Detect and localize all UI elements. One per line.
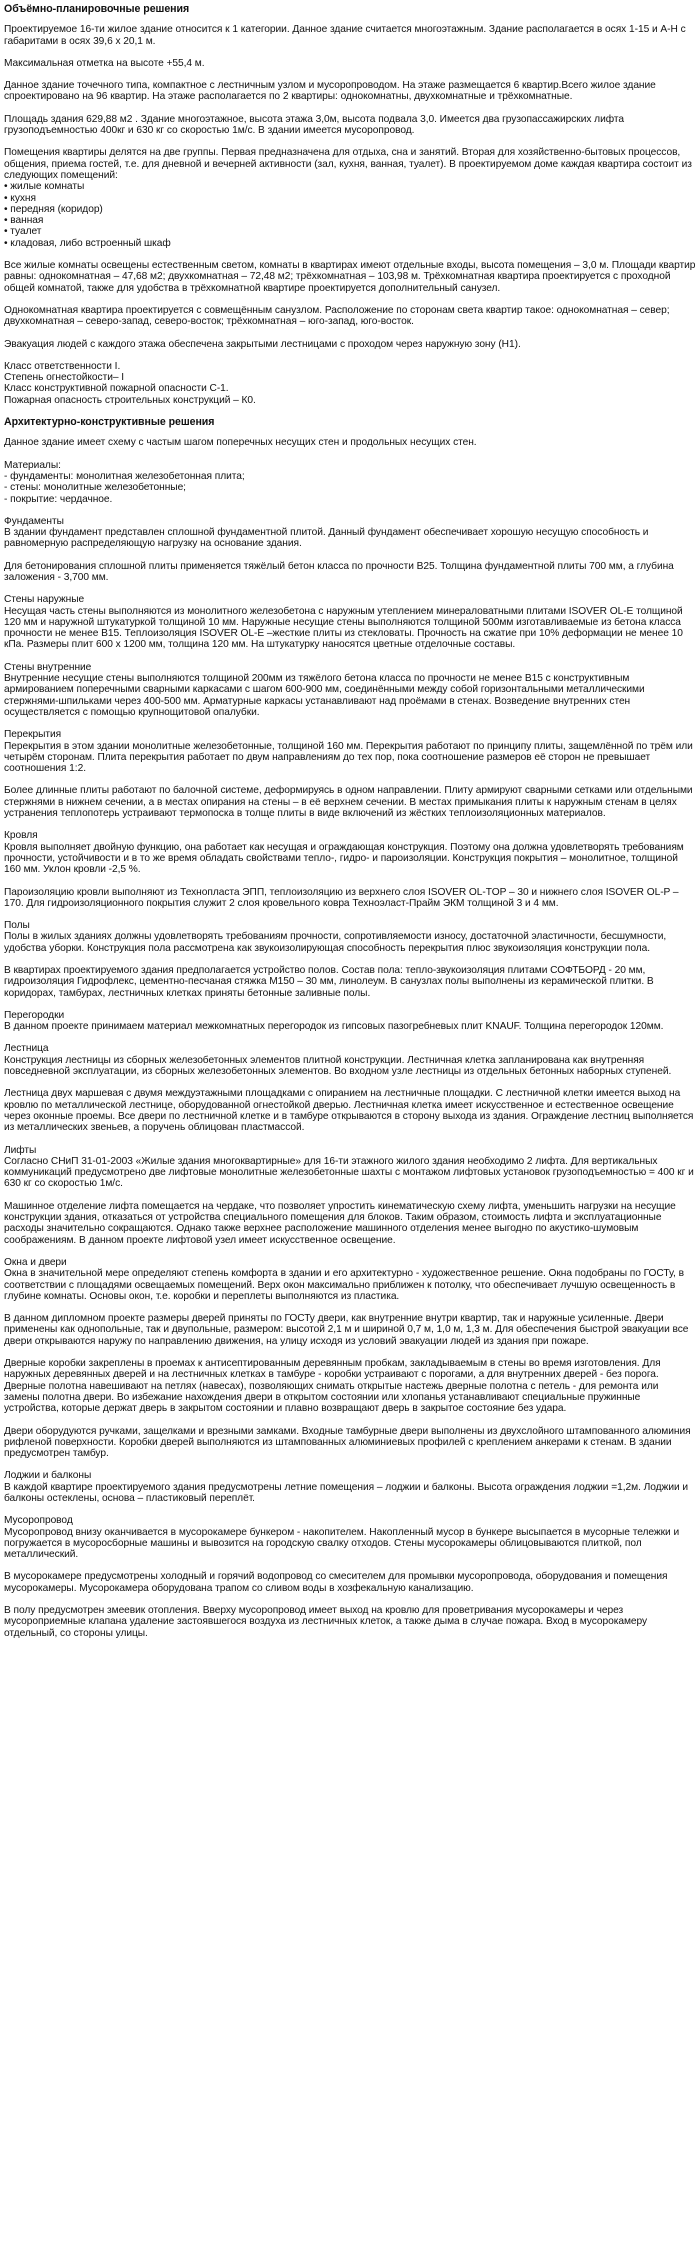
section-heading: Архитектурно-конструктивные решения [4,416,215,429]
paragraph: Максимальная отметка на высоте +55,4 м. [4,57,205,69]
paragraph: В мусорокамере предусмотрены холодный и горячий водопровод со смесителем для промывки мусоропровода, оборудования и помещения мусорокамеры. Мусорокамера оборудована трапом со сливом воды в хозфекальную канализацию. [4,1571,668,1594]
paragraph: В квартирах проектируемого здания предполагается устройство полов. Состав пола: тепло-звукоизоляция плитами СОФТБОРД - 20 мм, гидроизоляция Гидрофлекс, цементно-песчаная стяжка М150 – 30 мм, линолеум. В санузлах полы выполнены из керамической плитки. В коридорах, тамбурах, лестничных клетках приняты бетонные заливные полы. [4,965,654,999]
paragraph: Стены внутренние Внутренние несущие стены выполняются толщиной 200мм из тяжёлого бетона класса по прочности не менее B15 с конструктивным армированием поперечными сварными каркасами с шагом 600-900 мм, соединёнными между собой горизонтальными металлическими стержнями-шпильками через 400-500 мм. Арматурные каркасы устанавливают над проёмами в стенах. Возведение внутренних стен осуществляется с помощью крупнощитовой опалубки. [4,661,645,718]
paragraph: Перегородки В данном проекте принимаем материал межкомнатных перегородок из гипсовых пазогребневых плит KNAUF. Толщина перегородок 120мм. [4,1009,664,1033]
paragraph: Помещения квартиры делятся на две группы. Первая предназначена для отдыха, сна и занятий. Вторая для хозяйственно-бытовых процессов, общения, приема гостей, т.е. для дневной и вечерней активности (зал, кухня, ванная, туалет). В проектируемом доме каждая квартира состоит из следующих помещений: • жилые комнаты • кухня • передняя (коридор) • ванная • туалет • кладовая, либо встроенный шкаф [4,147,692,249]
paragraph: Лоджии и балконы В каждой квартире проектируемого здания предусмотрены летние помещения – лоджии и балконы. Высота ограждения лоджии =1,2м. Лоджии и балконы остеклены, основа – пластиковый переплёт. [4,1470,689,1504]
paragraph: Площадь здания 629,88 м2 . Здание многоэтажное, высота этажа 3,0м, высота подвала 3,0. Имеется два грузопассажирских лифта грузоподъемностью 400кг и 630 кг со скоростью 1м/с. В здании имеется мусоропровод. [4,113,624,137]
paragraph: Полы Полы в жилых зданиях должны удовлетворять требованиям прочности, сопротивляемости износу, достаточной эластичности, бесшумности, удобства уборки. Конструкция пола рассмотрена как звукоизолирующая способность перекрытия плюс звукоизоляция конструкции пола. [4,920,667,954]
paragraph: Двери оборудуются ручками, защелками и врезными замками. Входные тамбурные двери выполнены из двухслойного штампованного алюминия рифленой поверхности. Коробки дверей выполняются из штампованных алюминиевых профилей с креплением анкерами к стенам. В здании предусмотрен тамбур. [4,1425,691,1460]
paragraph: Лифты Согласно СНиП 31-01-2003 «Жилые здания многоквартирные» для 16-ти этажного жилого здания необходимо 2 лифта. Для вертикальных коммуникаций предусмотрено две лифтовые монолитные железобетонные шахты с монтажом лифтовых установок грузоподъемностью = 400 кг и 630 кг со скоростью 1м/с. [4,1144,694,1190]
paragraph: Данное здание имеет схему с частым шагом поперечных несущих стен и продольных несущих стен. [4,437,477,449]
paragraph: Машинное отделение лифта помещается на чердаке, что позволяет упростить кинематическую схему лифта, уменьшить нагрузки на несущие конструкции здания, отказаться от устройства специального помещения для блоков. Таким образом, стоимость лифта и эксплуатационные расходы значительно сокращаются. Однако также верхнее расположение машинного отделения менее выгодно по акустико-шумовым соображениям. В данном проекте лифтовой узел имеет искусственное освещение. [4,1200,676,1246]
paragraph: Пароизоляцию кровли выполняют из Технопласта ЭПП, теплоизоляцию из верхнего слоя ISOVER OL-TOP – 30 и нижнего слоя ISOVER OL-P – 170. Для гидроизоляционного покрытия служит 2 слоя кровельного ковра Техноэласт-Прайм ЭКМ толщиной 3 и 4 мм. [4,886,679,909]
paragraph: Для бетонирования сплошной плиты применяется тяжёлый бетон класса по прочности B25. Толщина фундаментной плиты 700 мм, а глубина заложения - 3,700 мм. [4,560,674,583]
paragraph: Кровля Кровля выполняет двойную функцию, она работает как несущая и ограждающая конструкция. Поэтому она должна удовлетворять требованиям прочности, устойчивости и в то же время обладать свойствами тепло-, гидро- и пароизоляции. Конструкция покрытия – монолитное, толщиной 160 мм. Уклон кровли -2,5 %. [4,830,684,876]
paragraph: Дверные коробки закреплены в проемах к антисептированным деревянным пробкам, закладываемым в стены во время изготовления. Для наружных деревянных дверей и на лестничных клетках в тамбуре - коробки устраивают с порогами, а для внутренних дверей - без порога. Дверные полотна навешивают на петлях (навесах), позволяющих снимать открытые настежь дверные полотна с петель - для ремонта или замены полотна двери. Во избежание нахождения двери в открытом состоянии или хлопанья устанавливают специальные пружинные устройства, которые держат дверь в закрытом состоянии и плавно возвращают дверь в закрытое состояние без удара. [4,1358,661,1415]
paragraph: Лестница двух маршевая с двумя междуэтажными площадками с опиранием на лестничные площадки. С лестничной клетки имеется выход на кровлю по металлической лестнице, оборудованной огнестойкой дверью. Лестничная клетка имеет искусственное и естественное освещение через оконные проемы. Все двери по лестничной клетке и в тамбуре открываются в сторону выхода из здания. Ограждение лестниц выполняется из металлических звеньев, а поручень облицован пластмассой. [4,1088,694,1134]
paragraph: Эвакуация людей с каждого этажа обеспечена закрытыми лестницами с проходом через наружную зону (Н1). [4,338,521,350]
paragraph: Лестница Конструкция лестницы из сборных железобетонных элементов плитной конструкции. Лестничная клетка запланирована как внутренняя повседневной эксплуатации, из сборных железобетонных элементов. Во входном узле лестницы из отдельных бетонных наборных ступеней. [4,1043,672,1078]
paragraph: Данное здание точечного типа, компактное с лестничным узлом и мусоропроводом. На этаже размещается 6 квартир.Всего жилое здание спроектировано на 96 квартир. На этаже располагается по 2 квартиры: однокомнатны, двухкомнатные и трёхкомнатные. [4,80,656,103]
paragraph: Стены наружные Несущая часть стены выполняются из монолитного железобетона с наружным утеплением минераловатными плитами ISOVER OL-E толщиной 120 мм и наружной штукатуркой толщиной 10 мм. Наружные несущие стены выполняются толщиной 500мм изготавливаемые из бетона класса прочности не менее B15. Теплоизоляция ISOVER OL-E –жесткие плиты из стекловаты. Прочность на сжатие при 10% деформации не менее 10 кПа. Размеры плит 600 х 1200 мм, толщина 120 мм. На штукатурку наносятся цветные отделочные составы. [4,594,683,651]
paragraph: Проектируемое 16-ти жилое здание относится к 1 категории. Данное здание считается многоэтажным. Здание располагается в осях 1-15 и А-Н с габаритами в осях 39,6 x 20,1 м. [4,24,686,47]
paragraph: Перекрытия Перекрытия в этом здании монолитные железобетонные, толщиной 160 мм. Перекрытия работают по принципу плиты, защемлённой по трём или четырём сторонам. Плита перекрытия работает по двум направлениям до тех пор, пока соотношение размеров её сторон не превышает соотношения 1:2. [4,729,693,775]
paragraph: Фундаменты В здании фундамент представлен сплошной фундаментной плитой. Данный фундамент обеспечивает хорошую несущую способность и равномерную распределяющую нагрузку на основание здания. [4,515,649,550]
paragraph: В данном дипломном проекте размеры дверей приняты по ГОСТу двери, как внутренние внутри квартир, так и наружные усиленные. Двери применены как однопольные, так и двупольные, размером: высотой 2,1 м и шириной 0,7 м, 1,0 м, 1,3 м. Для обеспечения быстрой эвакуации все двери открываются наружу по направлению движения, на улицу исходя из условий эвакуации людей из здания при пожаре. [4,1313,689,1347]
paragraph: Класс ответственности I. Степень огнестойкости– I Класс конструктивной пожарной опасности С-1. Пожарная опасность строительных конструкций – К0. [4,360,256,406]
section-heading: Объёмно-планировочные решения [4,3,190,15]
paragraph: Мусоропровод Мусоропровод внизу оканчивается в мусорокамере бункером - накопителем. Накопленный мусор в бункере высыпается в мусорные тележки и погружается в мусоросборные машины и вывозится на городскую свалку отходов. Стены мусорокамеры облицовываются плиткой, пол металлический. [4,1515,680,1561]
paragraph: В полу предусмотрен змеевик отопления. Вверху мусоропровод имеет выход на кровлю для проветривания мусорокамеры и через мусороприемные клапана удаление застоявшегося воздуха из лестничных клеток, а также дыма в случае пожара. Вход в мусорокамеру отдельный, со стороны улицы. [4,1605,648,1639]
paragraph: Однокомнатная квартира проектируется с совмещённым санузлом. Расположение по сторонам света квартир такое: однокомнатная – север; двухкомнатная – северо-запад, северо-восток; трёхкомнатная – юго-запад, юго-восток. [4,304,670,328]
paragraph: Окна и двери Окна в значительной мере определяют степень комфорта в здании и его архитектурно - художественное решение. Окна подобраны по ГОСТу, в соответствии с площадями освещаемых помещений. Верх окон максимально приближен к потолку, что обеспечивает лучшую освещенность в глубине комнаты. Основы окон, т.е. коробки и переплеты выполняются из пластика. [4,1256,684,1302]
paragraph: Материалы: - фундаменты: монолитная железобетонная плита; - стены: монолитные железобетонные; - покрытие: чердачное. [4,459,245,505]
paragraph: Более длинные плиты работают по балочной системе, деформируясь в одном направлении. Плиту армируют сварными сетками или отдельными стержнями в нижнем сечении, а в местах опирания на стены – в её верхнем сечении. В местах примыкания плиты к наружным стенам в целях устранения теплопотерь устраивают термопоска в толще плиты в виде включений из жёстких теплоизоляционных материалов. [4,785,693,820]
paragraph: Все жилые комнаты освещены естественным светом, комнаты в квартирах имеют отдельные входы, высота помещения – 3,0 м. Площади квартир равны: однокомнатная – 47,68 м2; двухкомнатная – 72,48 м2; трёхкомнатная – 103,98 м. Трёхкомнатная квартира проектируется с проходной общей комнатой, также для удобства в трёхкомнатной квартире проектируется дополнительный санузел. [4,260,696,294]
